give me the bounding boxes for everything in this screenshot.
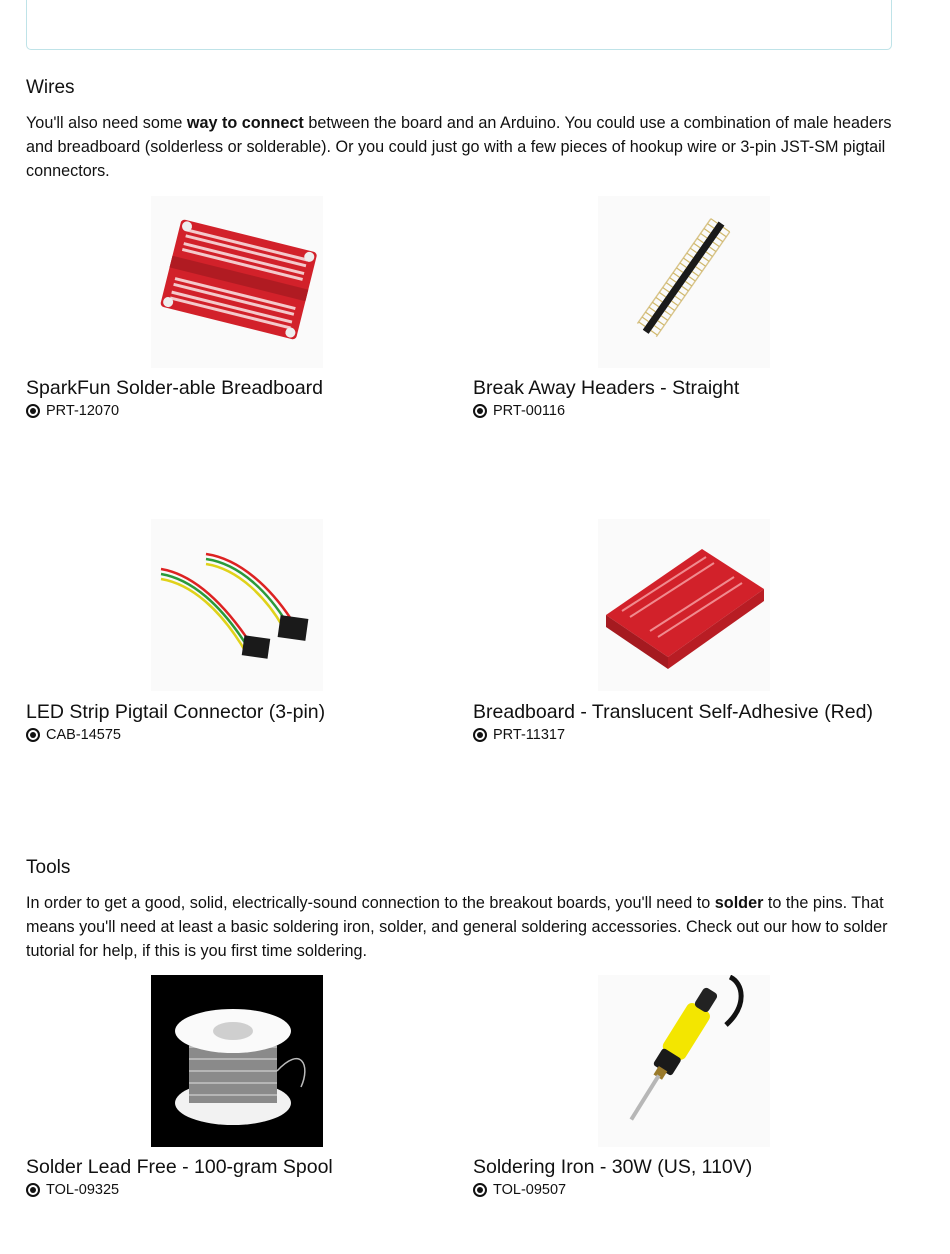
product-title[interactable]: LED Strip Pigtail Connector (3-pin) (26, 701, 326, 723)
product-image[interactable] (598, 196, 770, 368)
wires-paragraph: You'll also need some way to connect between the board and an Arduino. You could use a combination of male headers and breadboard (solderless or solderable). Or you could just go with a few pieces of hookup wire or 3-pin JST-SM pigtail connectors. (26, 114, 892, 181)
product-image[interactable] (598, 975, 770, 1147)
product-sku: TOL-09325 (26, 1181, 119, 1199)
product-image[interactable] (151, 196, 323, 368)
product-sku: TOL-09507 (473, 1181, 566, 1199)
previous-content-box (26, 0, 892, 50)
sku-target-icon (26, 1183, 40, 1197)
product-title[interactable]: SparkFun Solder-able Breadboard (26, 377, 324, 399)
product-card[interactable] (473, 975, 913, 1205)
product-title[interactable]: Breadboard - Translucent Self-Adhesive (Red) (473, 701, 873, 723)
product-title[interactable]: Soldering Iron - 30W (US, 110V) (473, 1156, 753, 1178)
product-image[interactable] (151, 975, 323, 1147)
section-heading-tools: Tools (26, 857, 71, 878)
sku-target-icon (473, 728, 487, 742)
product-title[interactable]: Break Away Headers - Straight (473, 377, 740, 399)
product-image[interactable] (151, 519, 323, 691)
product-card[interactable] (26, 196, 466, 426)
product-sku: PRT-11317 (473, 726, 565, 744)
sku-target-icon (473, 404, 487, 418)
product-sku: PRT-00116 (473, 402, 565, 420)
product-card[interactable] (26, 975, 466, 1205)
product-card[interactable] (26, 519, 466, 749)
product-card[interactable] (473, 519, 913, 749)
tools-paragraph: In order to get a good, solid, electrically-sound connection to the breakout boards, you'll need to solder to the pins. That means you'll need at least a basic soldering iron, solder, and general soldering accessories. Check out our how to solder tutorial for help, if this is you first time soldering. (26, 894, 888, 961)
product-sku: CAB-14575 (26, 726, 121, 744)
product-sku: PRT-12070 (26, 402, 119, 420)
section-heading-wires: Wires (26, 77, 75, 98)
sku-target-icon (473, 1183, 487, 1197)
sku-target-icon (26, 728, 40, 742)
product-image[interactable] (598, 519, 770, 691)
product-card[interactable] (473, 196, 913, 426)
sku-target-icon (26, 404, 40, 418)
product-title[interactable]: Solder Lead Free - 100-gram Spool (26, 1156, 333, 1178)
